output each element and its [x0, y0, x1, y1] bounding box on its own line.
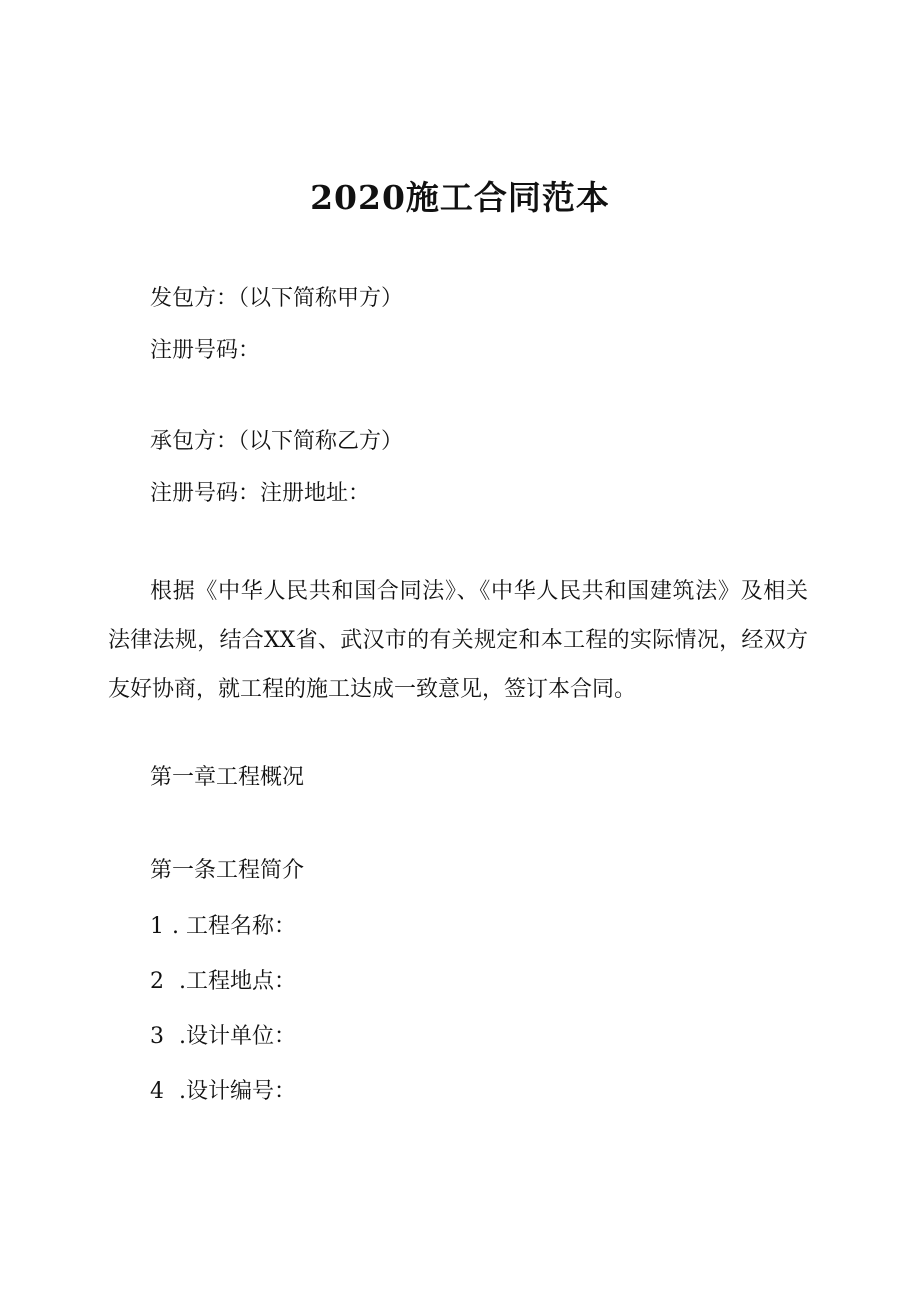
- party-b-registration: 注册号码：注册地址：: [150, 481, 371, 506]
- list-item-design-number: [150, 1077, 296, 1107]
- list-item-number: 3: [150, 1024, 164, 1049]
- document-title: 2020施工合同范本: [310, 178, 610, 217]
- list-item-number: 1: [150, 914, 164, 939]
- preamble-paragraph: 根据《中华人民共和国合同法》、《中华人民共和国建筑法》及相关法律法规，结合XX省、武汉市的有关规定和本工程的实际情况，经双方友好协商，就工程的施工达成一致意见，签订本合同。: [108, 579, 808, 702]
- list-item-label: .设计编号：: [172, 1079, 296, 1104]
- list-item-label: . 工程名称：: [172, 914, 296, 939]
- party-b-line: 承包方：（以下简称乙方）: [150, 429, 404, 454]
- list-item-number: 4: [150, 1079, 164, 1104]
- list-item-number: 2: [150, 969, 164, 994]
- list-item-project-location: [150, 967, 296, 997]
- list-item-project-name: [150, 912, 296, 942]
- party-a-line: 发包方：（以下简称甲方）: [150, 286, 404, 311]
- list-item-label: .设计单位：: [172, 1024, 296, 1049]
- article-heading: 第一条工程简介: [150, 858, 305, 883]
- list-item-label: .工程地点：: [172, 969, 296, 994]
- list-item-design-unit: [150, 1022, 296, 1052]
- chapter-heading: 第一章工程概况: [150, 765, 305, 790]
- party-a-registration: 注册号码：: [150, 338, 261, 363]
